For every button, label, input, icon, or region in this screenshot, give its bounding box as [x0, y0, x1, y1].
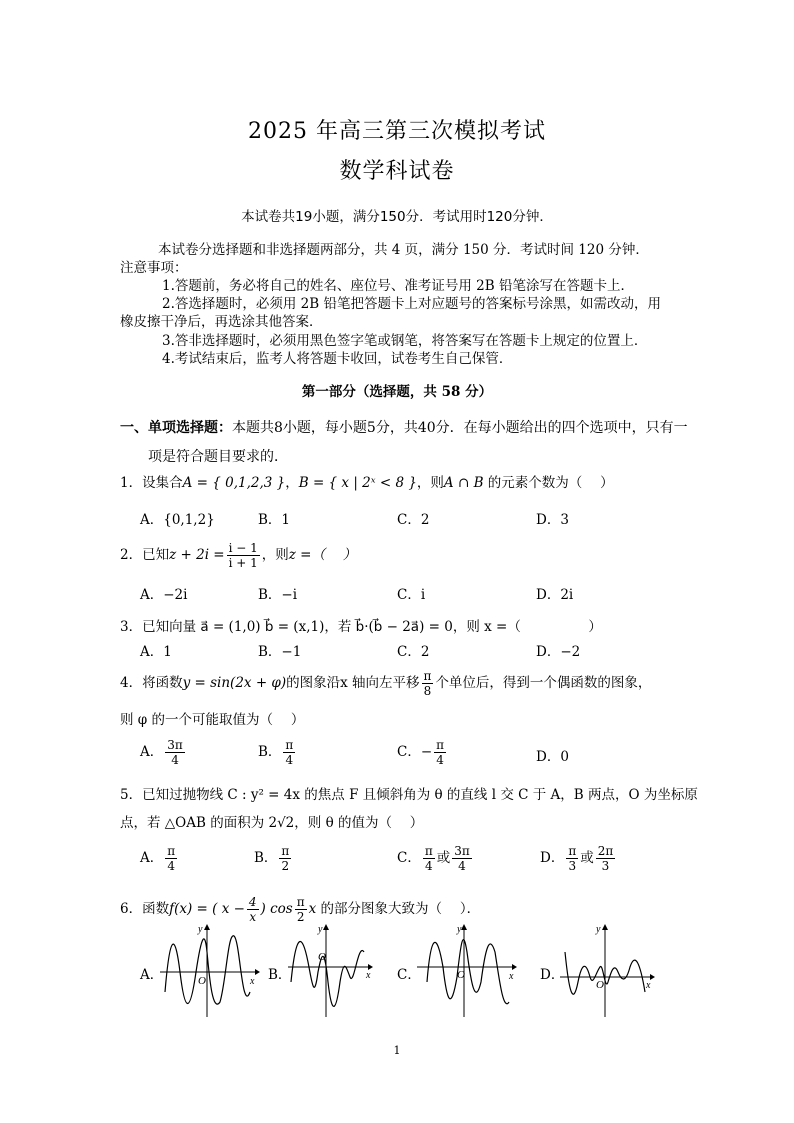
y-label: y — [457, 924, 462, 935]
exam-intro: 本试卷共19小题，满分150分．考试用时120分钟． — [241, 209, 553, 225]
q5-option-b[interactable] — [254, 844, 293, 873]
q6-graph-a[interactable] — [160, 922, 260, 1017]
q5-a-label: A． — [140, 850, 164, 866]
q5-c-num2: 3π — [454, 844, 470, 858]
section1-desc2: 项是符合题目要求的． — [148, 449, 288, 465]
question-3 — [120, 615, 602, 635]
question-1 — [120, 471, 614, 491]
q6-text-b: 的部分图象大致为（ ）． — [316, 901, 481, 917]
q1-text-b: ，则 — [416, 475, 444, 491]
q5-line2: 点，若 △OAB 的面积为 2√2，则 θ 的值为（ ） — [120, 815, 424, 831]
q6-option-d[interactable]: D． — [540, 967, 565, 983]
origin-label: O — [198, 975, 206, 987]
origin-label: O — [457, 969, 465, 981]
q4-c-label: C． — [397, 744, 421, 760]
q1-option-a[interactable]: A．{0,1,2} — [140, 512, 215, 528]
q5-c-den1: 4 — [424, 859, 433, 873]
q4-option-a[interactable] — [140, 738, 187, 767]
q3-option-a[interactable]: A．1 — [140, 644, 172, 660]
q2-number: 2． — [120, 547, 143, 563]
q4-b-frac — [283, 738, 295, 767]
note-2a: 2.答选择题时，必须用 2B 铅笔把答题卡上对应题号的答案标号涂黑，如需改动，用 — [162, 296, 661, 312]
q4-a-frac — [165, 738, 185, 767]
q6-func2: ) cos — [260, 901, 293, 917]
q5-a-num: π — [167, 844, 176, 858]
q6-graph-d[interactable] — [560, 922, 660, 1017]
section1-desc — [120, 417, 688, 437]
x-axis-arrow — [255, 969, 260, 975]
q6-graph-c[interactable] — [417, 922, 517, 1017]
y-axis-arrow — [204, 924, 210, 930]
q4-number: 4． — [120, 675, 143, 691]
q5-c-label: C． — [397, 850, 421, 866]
q4-c-frac — [434, 738, 446, 767]
y-axis-arrow — [461, 924, 467, 930]
q4-b-label: B． — [258, 744, 282, 760]
q5-b-den: 2 — [281, 859, 290, 873]
q1-option-b[interactable]: B．1 — [258, 512, 291, 528]
q4-frac-num: π — [423, 669, 432, 683]
note-4: 4.考试结束后，监考人将答题卡收回，试卷考生自己保管． — [162, 351, 513, 367]
exam-subtitle: 数学科试卷 — [339, 159, 455, 184]
q2-fraction — [227, 541, 260, 570]
q6-func3: x — [308, 901, 317, 917]
q4-c-num: π — [436, 738, 445, 752]
x-label: x — [509, 971, 514, 982]
q5-d-den1: 3 — [568, 859, 577, 873]
q1-text-c: 的元素个数为（ ） — [483, 475, 614, 491]
q5-c-or: 或 — [436, 850, 451, 866]
q6-graph-b[interactable] — [288, 922, 388, 1017]
q2-text-c: z =（ ） — [288, 547, 357, 563]
q2-option-c[interactable]: C．i — [397, 587, 426, 603]
q4-c-den: 4 — [436, 753, 444, 767]
q6-option-b[interactable]: B． — [268, 967, 292, 983]
q4-text-c: x 轴向左平移 — [340, 675, 420, 691]
q6-func1: f(x) = ( x − — [169, 901, 245, 917]
q1-option-c[interactable]: C．2 — [397, 512, 430, 528]
q6-frac2-den: 2 — [296, 910, 305, 924]
q5-c-frac2 — [452, 844, 472, 873]
curve — [427, 940, 509, 1004]
q1-expr: A ∩ B — [443, 475, 484, 491]
x-label: x — [366, 970, 371, 981]
q2-lhs: z + 2i = — [169, 547, 225, 563]
q2-option-b[interactable]: B．−i — [258, 587, 298, 603]
q4-fraction — [422, 669, 434, 698]
y-label: y — [318, 924, 323, 935]
q5-option-a[interactable] — [140, 844, 179, 873]
x-label: x — [250, 976, 255, 987]
x-axis-arrow — [650, 974, 655, 980]
q4-option-b[interactable] — [258, 738, 297, 767]
q2-option-d[interactable]: D．2i — [536, 587, 574, 603]
origin-label: O — [318, 951, 326, 963]
q4-line2: 则 φ 的一个可能取值为（ ） — [120, 712, 305, 728]
q6-number: 6． — [120, 901, 143, 917]
q6-frac1 — [247, 895, 259, 924]
q4-option-d[interactable] — [536, 745, 569, 765]
q3-option-d[interactable]: D．−2 — [536, 644, 581, 660]
question-5 — [120, 783, 698, 803]
q1-option-d[interactable]: D．3 — [536, 512, 569, 528]
q6-frac1-den: x — [249, 910, 257, 924]
q5-b-frac — [279, 844, 291, 873]
q5-c-num1: π — [424, 844, 433, 858]
q4-d-value: 0 — [560, 749, 569, 765]
part1-heading: 第一部分（选择题，共 58 分） — [301, 384, 493, 400]
q5-d-num2: 2π — [597, 844, 614, 858]
q5-a-den: 4 — [167, 859, 176, 873]
notes-heading: 注意事项： — [120, 260, 188, 276]
x-axis-arrow — [512, 964, 517, 970]
q5-a-frac — [165, 844, 177, 873]
q4-text-a: 将函数 — [142, 675, 183, 691]
q1-comma: ， — [285, 475, 299, 491]
q4-a-num: 3π — [167, 738, 183, 752]
q5-c-frac1 — [423, 844, 435, 873]
question-2 — [120, 541, 356, 570]
q5-option-d[interactable] — [540, 844, 617, 873]
q6-frac1-num: 4 — [248, 895, 257, 909]
q1-text-a: 设集合 — [142, 475, 183, 491]
q1-set-a: A = { 0,1,2,3 } — [182, 475, 286, 491]
section1-desc1: 本题共8小题，每小题5分，共40分．在每小题给出的四个选项中，只有一 — [232, 420, 688, 436]
question-6 — [120, 895, 480, 924]
q1-set-b: B = { x | 2ˣ < 8 } — [298, 475, 417, 491]
note-1: 1.答题前，务必将自己的姓名、座位号、准考证号用 2B 铅笔涂写在答题卡上． — [162, 278, 634, 294]
q4-option-c[interactable] — [397, 738, 448, 767]
q5-line1: 已知过抛物线 C : y² = 4x 的焦点 F 且倾斜角为 θ 的直线 l 交 C 于 A，B 两点，O 为坐标原 — [142, 787, 698, 803]
q5-d-frac1 — [566, 844, 578, 873]
note-2b: 橡皮擦干净后，再选涂其他答案． — [120, 314, 323, 330]
origin-label: O — [596, 979, 604, 991]
q3-number: 3． — [120, 619, 143, 635]
q2-frac-num: i − 1 — [228, 541, 258, 555]
q2-frac-den: i + 1 — [228, 556, 258, 570]
q6-option-c[interactable]: C． — [397, 967, 421, 983]
q2-text-a: 已知 — [142, 547, 170, 563]
q4-c-sign: − — [420, 744, 433, 760]
section1-label: 一、单项选择题： — [120, 420, 232, 436]
q4-b-den: 4 — [285, 753, 294, 767]
q6-frac2 — [295, 895, 307, 924]
y-label: y — [198, 924, 203, 935]
q6-frac2-num: π — [296, 895, 305, 909]
note-3: 3.答非选择题时，必须用黑色签字笔或钢笔，将答案写在答题卡上规定的位置上． — [162, 333, 648, 349]
q5-b-num: π — [281, 844, 290, 858]
q5-d-num1: π — [568, 844, 577, 858]
curve — [291, 942, 364, 1007]
question-4 — [120, 669, 651, 698]
q4-text-b: 的图象沿 — [286, 675, 341, 691]
q4-frac-den: 8 — [423, 684, 432, 698]
q2-option-a[interactable]: A．−2i — [140, 587, 188, 603]
x-label: x — [646, 980, 651, 991]
q4-func: y = sin(2x + φ) — [182, 675, 287, 691]
q4-b-num: π — [285, 738, 294, 752]
q5-option-c[interactable] — [397, 844, 474, 873]
q5-d-or: 或 — [580, 850, 594, 866]
q4-text-d: 个单位后，得到一个偶函数的图象， — [435, 675, 652, 691]
notes-line1: 本试卷分选择题和非选择题两部分，共 4 页，满分 150 分．考试时间 120 分钟． — [158, 242, 649, 258]
q5-number: 5． — [120, 787, 143, 803]
q5-d-frac2 — [596, 844, 616, 873]
q3-option-c[interactable]: C．2 — [397, 644, 430, 660]
exam-title: 2025 年高三第三次模拟考试 — [248, 119, 546, 144]
q5-c-den2: 4 — [458, 859, 466, 873]
page-number: 1 — [393, 1044, 401, 1057]
q3-option-b[interactable]: B．−1 — [258, 644, 302, 660]
q5-d-den2: 3 — [601, 859, 610, 873]
q4-a-den: 4 — [171, 753, 179, 767]
q4-d-label: D． — [536, 749, 561, 765]
q6-text-a: 函数 — [142, 901, 170, 917]
q6-option-a[interactable]: A． — [140, 967, 164, 983]
q3-text: 已知向量 a⃗ = (1,0) b⃗ = (x,1)，若 b⃗·(b⃗ − 2a⃗) = 0，则 x =（ ） — [142, 619, 602, 635]
q5-b-label: B． — [254, 850, 278, 866]
y-axis-arrow — [323, 924, 329, 930]
q1-number: 1． — [120, 475, 143, 491]
y-label: y — [596, 924, 601, 935]
q2-text-b: ，则 — [261, 547, 289, 563]
q5-d-label: D． — [540, 850, 565, 866]
q4-a-label: A． — [140, 744, 164, 760]
y-axis-arrow — [602, 924, 608, 930]
